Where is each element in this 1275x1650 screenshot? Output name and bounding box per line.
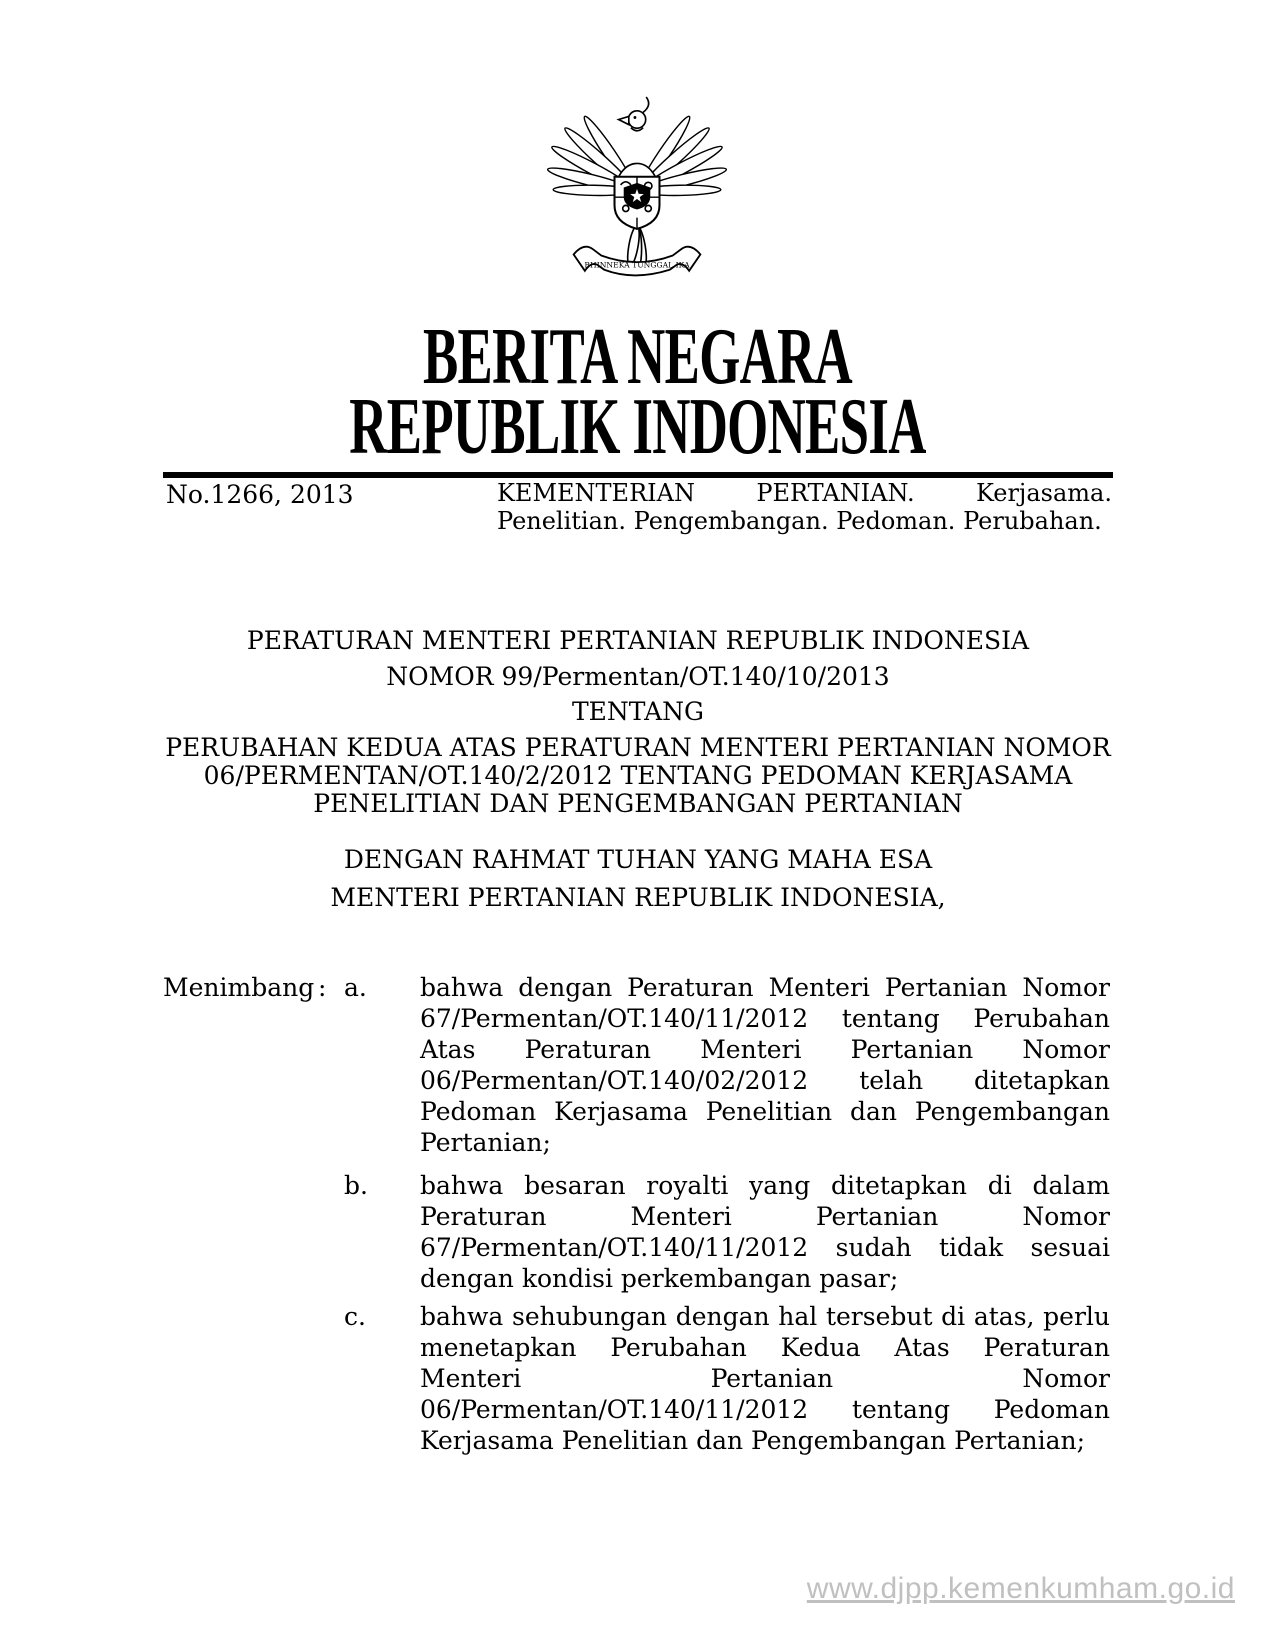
masthead-title-line1: BERITA NEGARA <box>422 313 853 401</box>
item-marker: c. <box>344 1302 366 1331</box>
invocation-line: DENGAN RAHMAT TUHAN YANG MAHA ESA <box>343 845 933 874</box>
masthead-title <box>0 313 1275 471</box>
consideration-item <box>344 1170 1113 1294</box>
item-marker: b. <box>344 1171 368 1200</box>
consideration-item <box>344 1301 1113 1456</box>
considerations-separator: : <box>318 973 327 1002</box>
garuda-icon <box>545 90 729 286</box>
garuda-pancasila-emblem <box>545 90 729 286</box>
pancasila-shield <box>615 177 660 229</box>
regulation-heading: PERATURAN MENTERI PERTANIAN REPUBLIK INDONESIA <box>246 626 1030 655</box>
motto-text: BHINNEKA TUNGGAL IKA <box>584 260 690 270</box>
regulation-number: NOMOR 99/Permentan/OT.140/10/2013 <box>386 662 890 691</box>
considerations-items <box>344 972 1113 1456</box>
official-line: MENTERI PERTANIAN REPUBLIK INDONESIA, <box>330 883 946 912</box>
head <box>619 97 649 131</box>
item-text: bahwa sehubungan dengan hal tersebut di atas, perlu menetapkan Perubahan Kedua Atas Peraturan Menteri Pertanian Nomor 06/Permentan/OT.140/11/2012 tentang Pedoman Kerjasama Penelitian dan Pengembangan Pertanian; <box>420 1302 1110 1455</box>
gazette-subject: KEMENTERIAN PERTANIAN. Kerjasama. Penelitian. Pengembangan. Pedoman. Perubahan. <box>497 479 1112 535</box>
masthead-rule <box>163 472 1113 478</box>
regulation-tentang: TENTANG <box>571 697 704 726</box>
considerations-section <box>163 972 1113 1456</box>
item-text: bahwa besaran royalti yang ditetapkan di dalam Peraturan Menteri Pertanian Nomor 67/Permentan/OT.140/11/2012 sudah tidak sesuai dengan kondisi perkembangan pasar; <box>420 1171 1110 1293</box>
considerations-label: Menimbang <box>163 973 315 1002</box>
footer-watermark-url[interactable]: www.djpp.kemenkumham.go.id <box>806 1572 1235 1605</box>
item-marker: a. <box>344 973 367 1002</box>
regulation-title-line2: 06/PERMENTAN/OT.140/2/2012 TENTANG PEDOMAN KERJASAMA <box>203 761 1073 790</box>
gazette-number: No.1266, 2013 <box>166 480 354 509</box>
item-text: bahwa dengan Peraturan Menteri Pertanian Nomor 67/Permentan/OT.140/11/2012 tentang Perubahan Atas Peraturan Menteri Pertanian Nomor 06/Permentan/OT.140/02/2012 telah ditetapkan Pedoman Kerjasama Penelitian dan Pengembangan Pertanian; <box>420 973 1110 1157</box>
consideration-item <box>344 972 1113 1158</box>
masthead-title-line2: REPUBLIK INDONESIA <box>349 383 926 471</box>
regulation-title-line3: PENELITIAN DAN PENGEMBANGAN PERTANIAN <box>313 789 963 818</box>
regulation-title-line1: PERUBAHAN KEDUA ATAS PERATURAN MENTERI PERTANIAN NOMOR <box>165 733 1111 762</box>
